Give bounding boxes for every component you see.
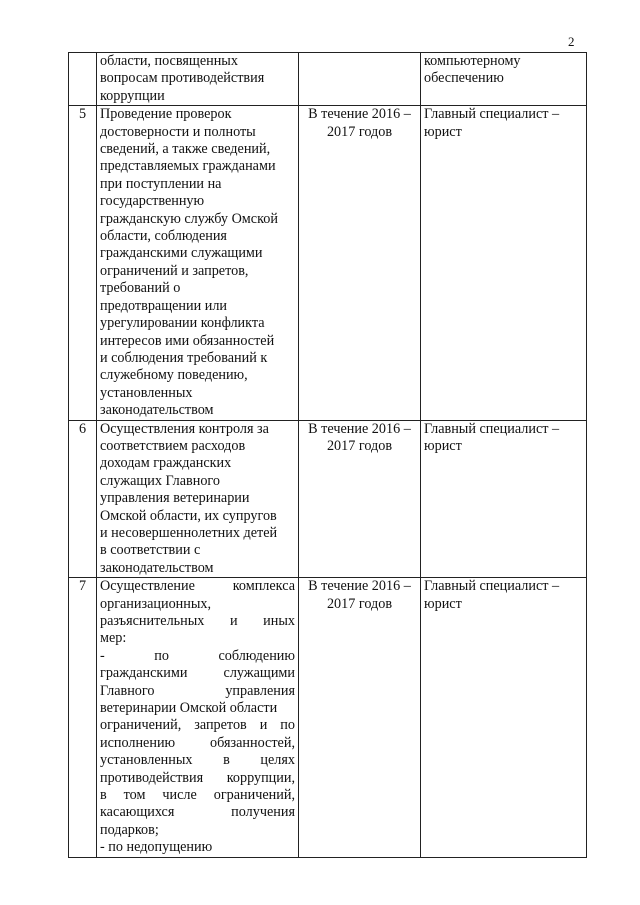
activity-line: мер: (100, 630, 127, 647)
activity-line: и соблюдения требований к (100, 349, 268, 366)
activity-line: - по соблюдению (100, 647, 295, 664)
activity-line: интересов ими обязанностей (100, 332, 275, 349)
activity-line: области, соблюдения (100, 228, 227, 245)
activity-line: служащих Главного (100, 472, 220, 489)
activity-line: ограничений и запретов, (100, 262, 249, 279)
responsible-line: юрист (424, 123, 462, 140)
responsible-cell (421, 106, 587, 420)
term-cell (299, 420, 421, 578)
activity-line: требований о (100, 280, 181, 297)
row-number: 5 (69, 106, 97, 420)
responsible-line: юрист (424, 595, 462, 612)
activity-line: области, посвященных (100, 53, 238, 69)
activity-line: исполнению обязанностей, (100, 734, 295, 751)
table-row (69, 578, 587, 858)
term-line: В течение 2016 – (308, 420, 411, 437)
row-number: 6 (69, 420, 97, 578)
activity-line: гражданскую службу Омской (100, 210, 278, 227)
activity-line: соответствием расходов (100, 437, 246, 454)
action-plan-table (68, 52, 587, 858)
activity-line: законодательством (100, 559, 214, 576)
activity-cell (97, 578, 299, 858)
row-number: 7 (69, 578, 97, 858)
term-line: 2017 годов (326, 595, 393, 612)
activity-line: - по недопущению (100, 839, 213, 856)
activity-line: подарков; (100, 821, 159, 838)
activity-line: гражданскими служащими (100, 665, 295, 682)
activity-cell (97, 53, 299, 106)
responsible-cell (421, 578, 587, 858)
activity-line: разъяснительных и иных (100, 613, 295, 629)
activity-line: законодательством (100, 402, 214, 419)
activity-line: представляемых гражданами (100, 158, 276, 175)
term-cell (299, 53, 421, 106)
activity-line: предотвращении или (100, 297, 228, 314)
activity-line: Омской области, их супругов (100, 507, 277, 524)
activity-line: касающихся получения (100, 804, 295, 821)
table-row (69, 106, 587, 420)
term-cell (299, 106, 421, 420)
activity-line: ограничений, запретов и по (100, 717, 295, 734)
activity-line: при поступлении на (100, 175, 222, 192)
activity-line: урегулировании конфликта (100, 315, 265, 332)
table-row (69, 420, 587, 578)
activity-cell (97, 420, 299, 578)
activity-line: коррупции (100, 87, 165, 104)
activity-line: и несовершеннолетних детей (100, 524, 278, 541)
activity-line: установленных в целях (100, 752, 295, 769)
activity-line: служебному поведению, (100, 367, 248, 384)
activity-line: Осуществление комплекса (100, 578, 295, 595)
term-line: В течение 2016 – (308, 106, 411, 123)
responsible-line: компьютерному (424, 53, 521, 69)
responsible-cell (421, 420, 587, 578)
activity-line: управления ветеринарии (100, 490, 250, 507)
activity-line: противодействия коррупции, (100, 769, 295, 786)
activity-line: доходам гражданских (100, 455, 232, 472)
activity-line: гражданскими служащими (100, 245, 263, 262)
row-number (69, 53, 97, 106)
activity-cell (97, 106, 299, 420)
activity-line: достоверности и полноты (100, 123, 256, 140)
activity-line: в соответствии с (100, 542, 201, 559)
page-number: 2 (568, 34, 575, 49)
responsible-cell (421, 53, 587, 106)
activity-line: сведений, а также сведений, (100, 141, 271, 158)
responsible-line: Главный специалист – (424, 420, 560, 437)
activity-line: Проведение проверок (100, 106, 232, 123)
activity-line: установленных (100, 384, 193, 401)
table-row (69, 53, 587, 106)
activity-line: Осуществления контроля за (100, 420, 269, 437)
responsible-line: обеспечению (424, 70, 504, 87)
activity-line: государственную (100, 193, 205, 210)
term-line: 2017 годов (326, 123, 393, 140)
activity-line: ветеринарии Омской области (100, 700, 278, 717)
activity-line: в том числе ограничений, (100, 787, 295, 804)
activity-line: Главного управления (100, 682, 295, 699)
activity-line: вопросам противодействия (100, 70, 265, 87)
responsible-line: юрист (424, 437, 462, 454)
term-cell (299, 578, 421, 858)
responsible-line: Главный специалист – (424, 578, 560, 595)
term-line: В течение 2016 – (308, 578, 411, 595)
activity-line: организационных, (100, 595, 212, 612)
term-line: 2017 годов (326, 437, 393, 454)
responsible-line: Главный специалист – (424, 106, 560, 123)
